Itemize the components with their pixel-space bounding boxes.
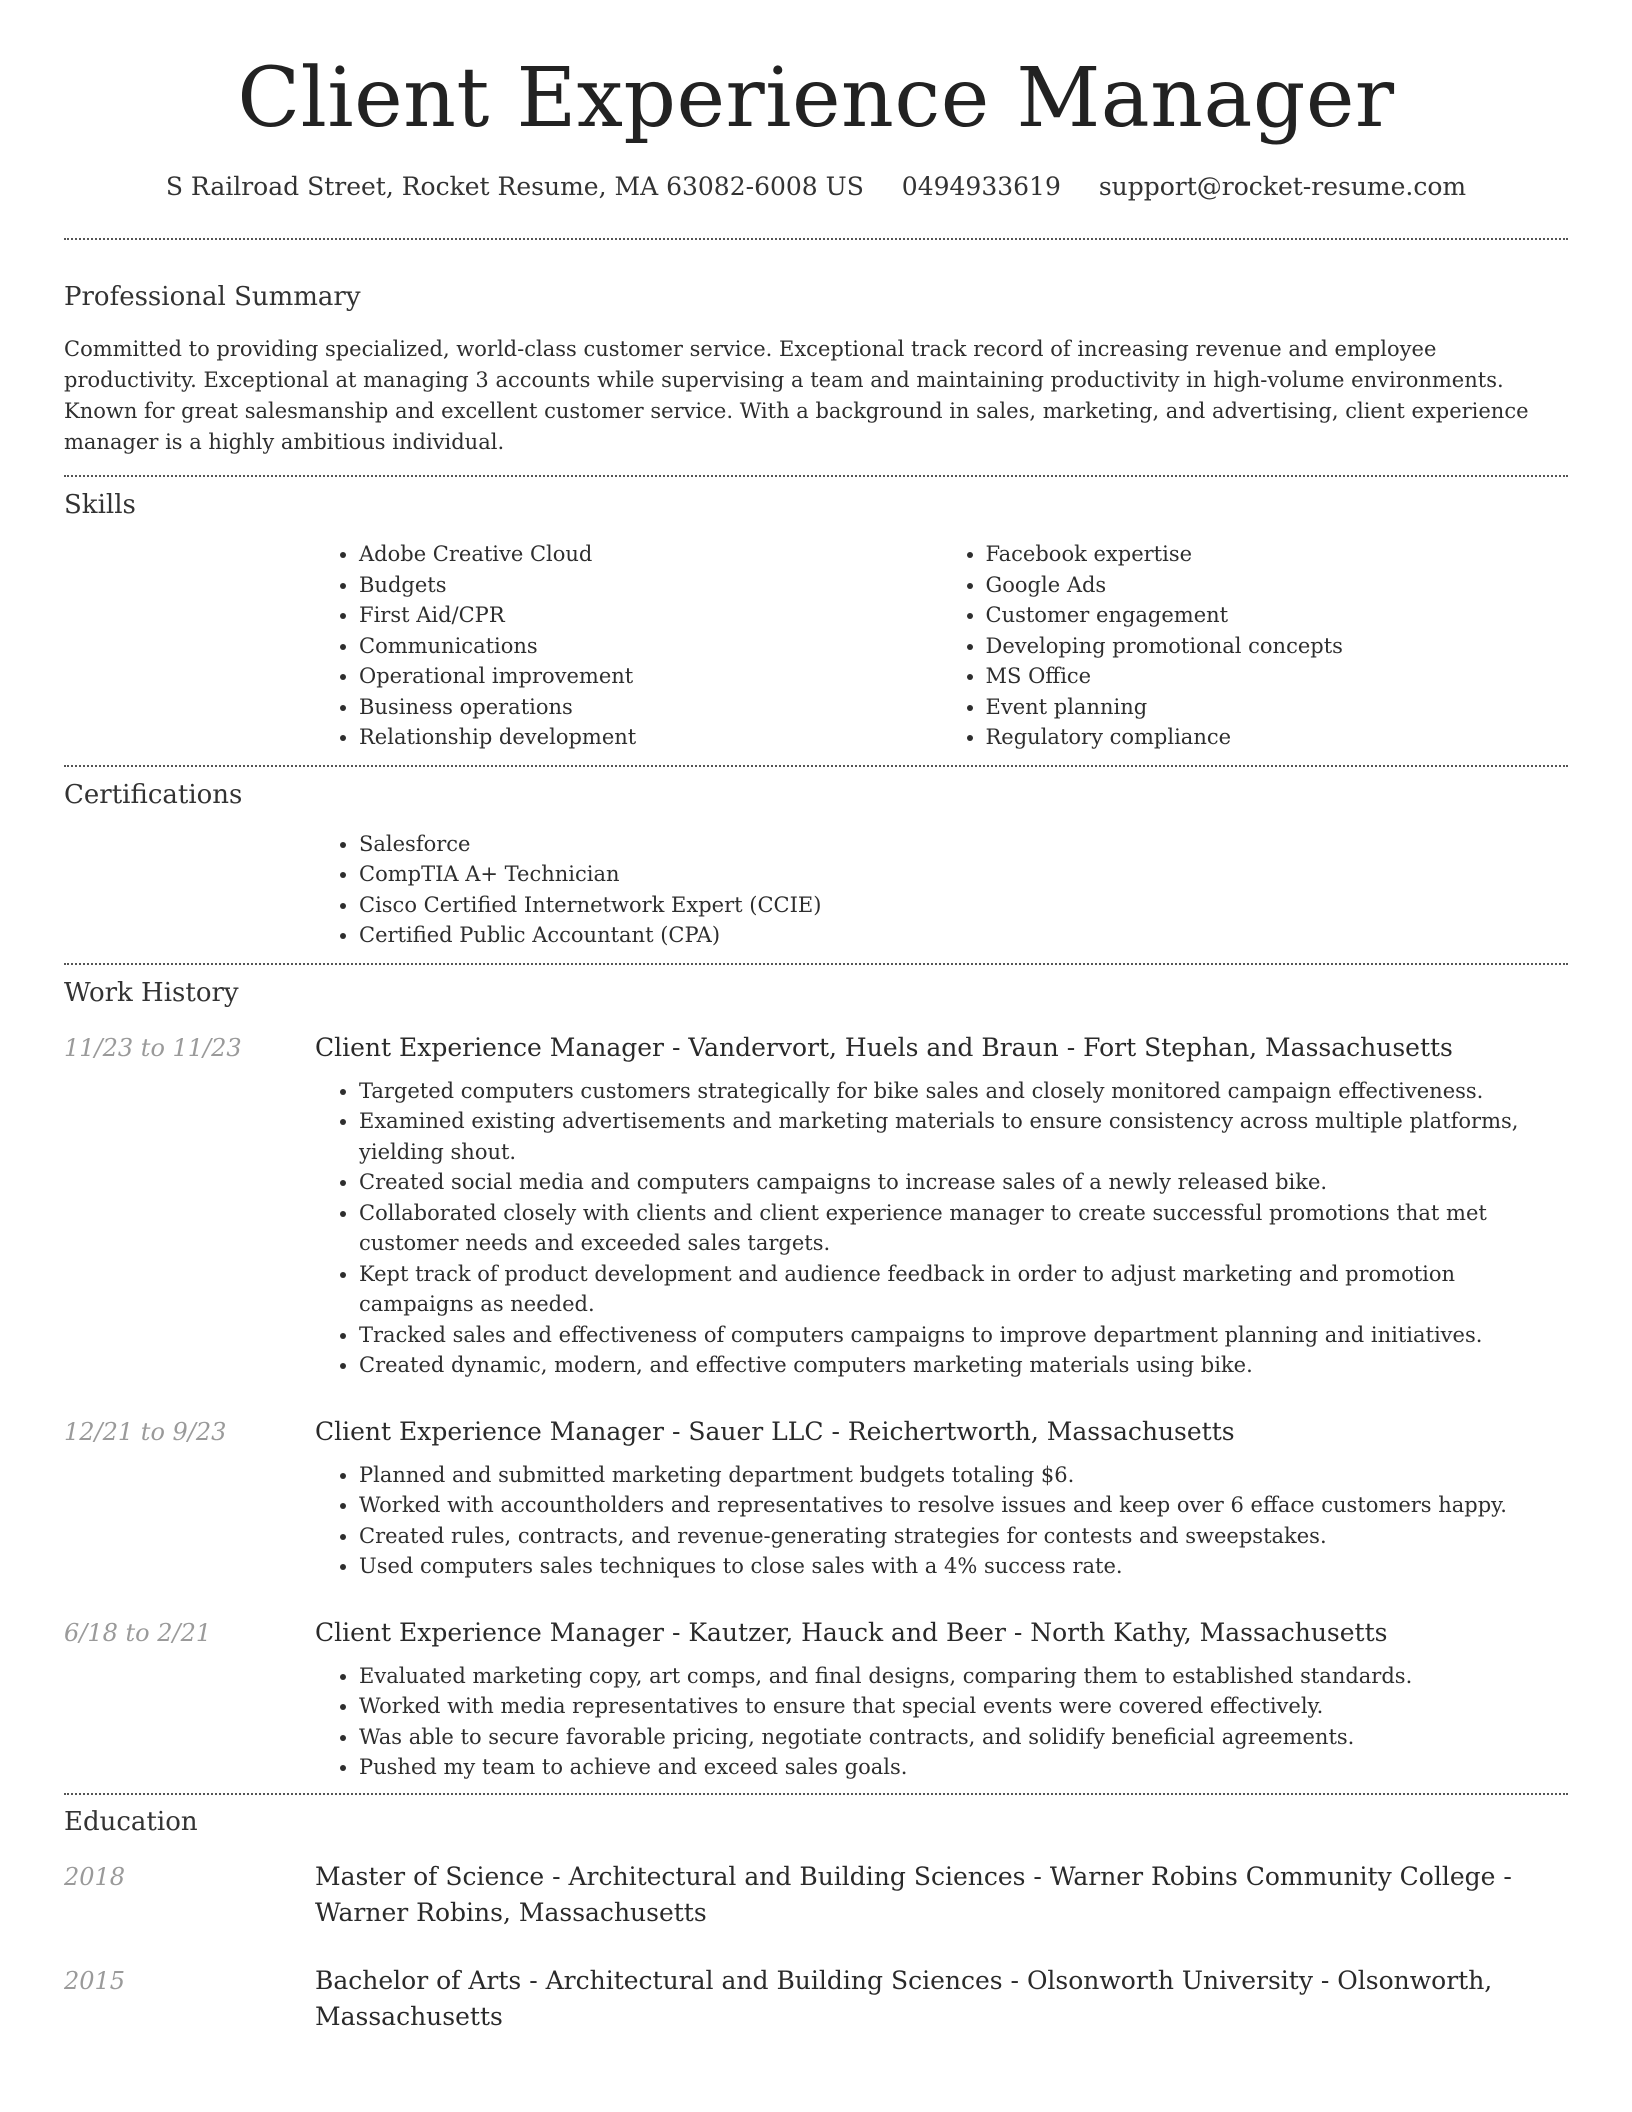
work-section [64,976,1568,1783]
divider [64,475,1568,477]
job-bullets [315,1460,1568,1582]
job-bullet: • Created dynamic, modern, and effective computers marketing materials using bike. [359,1350,1568,1381]
education-title: Bachelor of Arts - Architectural and Building Sciences - Olsonworth University - Olsonworth, Massachusetts [315,1965,1493,2031]
certification-item: • CompTIA A+ Technician [359,859,1568,890]
job-title: Client Experience Manager - Kautzer, Hauck and Beer - North Kathy, Massachusetts [315,1617,1388,1647]
education-year: 2015 [64,1966,126,1995]
job-bullet: • Planned and submitted marketing department budgets totaling $6. [359,1460,1568,1491]
skills-section [64,488,1568,753]
section-title-summary: Professional Summary [64,282,361,312]
job-dates: 11/23 to 11/23 [64,1033,242,1062]
skill-item: • Google Ads [986,570,1569,601]
job-bullet: • Examined existing advertisements and marketing materials to ensure consistency across multiple platforms, yielding shout. [359,1106,1568,1167]
certification-item: • Certified Public Accountant (CPA) [359,920,1568,951]
skill-item: • Regulatory compliance [986,722,1569,753]
divider [64,1793,1568,1795]
summary-section [64,280,1568,458]
job-bullet: • Used computers sales techniques to close sales with a 4% success rate. [359,1551,1568,1582]
job-bullet: • Pushed my team to achieve and exceed sales goals. [359,1752,1568,1783]
education-entry [64,1963,1568,2035]
job-bullet: • Created social media and computers campaigns to increase sales of a newly released bike. [359,1167,1568,1198]
skill-item: • Operational improvement [359,661,942,692]
summary-text: Committed to providing specialized, world-class customer service. Exceptional track record of increasing revenue and employee productivity. Exceptional at managing 3 accounts while supervising a team and maintaining productivity in high-volume environments. Known for great salesmanship and excellent customer service. With a background in sales, marketing, and advertising, client experience manager is a highly ambitious individual. [64,337,1529,454]
job-bullet: • Evaluated marketing copy, art comps, and final designs, comparing them to established standards. [359,1661,1568,1692]
skill-item: • Customer engagement [986,600,1569,631]
resume-page [64,0,1568,2035]
job-entry [64,1615,1568,1783]
skill-item: • Event planning [986,692,1569,723]
skill-item: • Business operations [359,692,942,723]
divider [64,238,1568,240]
job-bullets-wrap [315,1661,1568,1783]
email: support@rocket-resume.com [1098,172,1467,201]
job-bullet: • Was able to secure favorable pricing, negotiate contracts, and solidify beneficial agreements. [359,1722,1568,1753]
job-bullet: • Tracked sales and effectiveness of computers campaigns to improve department planning and initiatives. [359,1320,1568,1351]
skill-item: • Facebook expertise [986,539,1569,570]
job-dates: 12/21 to 9/23 [64,1417,227,1446]
section-title-certifications: Certifications [64,779,243,810]
job-title: Client Experience Manager - Sauer LLC - Reichertworth, Massachusetts [315,1416,1235,1446]
job-bullet: • Kept track of product development and audience feedback in order to adjust marketing and promotion campaigns as needed. [359,1259,1568,1320]
job-bullets-wrap [315,1076,1568,1381]
phone: 0494933619 [901,172,1061,201]
skill-item: • Adobe Creative Cloud [359,539,942,570]
job-dates: 6/18 to 2/21 [64,1618,212,1647]
address: S Railroad Street, Rocket Resume, MA 63082-6008 US [165,172,864,201]
certifications-list [315,829,1568,951]
education-title: Master of Science - Architectural and Building Sciences - Warner Robins Community College - Warner Robins, Massachusetts [315,1861,1512,1927]
education-section [64,1805,1568,2035]
section-title-skills: Skills [64,490,136,520]
skill-item: • MS Office [986,661,1569,692]
job-bullet: • Collaborated closely with clients and client experience manager to create successful promotions that met customer needs and exceeded sales targets. [359,1198,1568,1259]
job-title: Client Experience Manager - Vandervort, Huels and Braun - Fort Stephan, Massachusetts [315,1032,1453,1062]
education-list [64,1859,1568,2035]
job-bullet: • Targeted computers customers strategically for bike sales and closely monitored campaign effectiveness. [359,1076,1568,1107]
education-year: 2018 [64,1862,126,1891]
certification-item: • Salesforce [359,829,1568,860]
skill-item: • Communications [359,631,942,662]
job-bullet: • Created rules, contracts, and revenue-generating strategies for contests and sweepstakes. [359,1521,1568,1552]
skills-columns [315,539,1568,753]
skill-item: • Budgets [359,570,942,601]
job-header [64,1615,1568,1651]
job-bullets [315,1076,1568,1381]
job-bullet: • Worked with media representatives to ensure that special events were covered effectively. [359,1691,1568,1722]
divider [64,963,1568,965]
skills-list-left [315,539,942,753]
job-entry [64,1030,1568,1381]
section-title-work: Work History [64,977,239,1008]
certification-item: • Cisco Certified Internetwork Expert (CCIE) [359,890,1568,921]
job-entry [64,1414,1568,1582]
contact-line [64,170,1568,204]
certifications-wrap [315,829,1568,951]
section-title-education: Education [64,1806,198,1837]
skill-item: • First Aid/CPR [359,600,942,631]
education-entry [64,1859,1568,1931]
job-bullets-wrap [315,1460,1568,1582]
skill-item: • Developing promotional concepts [986,631,1569,662]
certifications-section [64,778,1568,951]
skills-list-right [942,539,1569,753]
skill-item: • Relationship development [359,722,942,753]
resume-title: Client Experience Manager [237,51,1395,146]
job-header [64,1030,1568,1066]
job-header [64,1414,1568,1450]
jobs-list [64,1030,1568,1783]
job-bullet: • Worked with accountholders and representatives to resolve issues and keep over 6 efface customers happy. [359,1490,1568,1521]
divider [64,765,1568,767]
job-bullets [315,1661,1568,1783]
